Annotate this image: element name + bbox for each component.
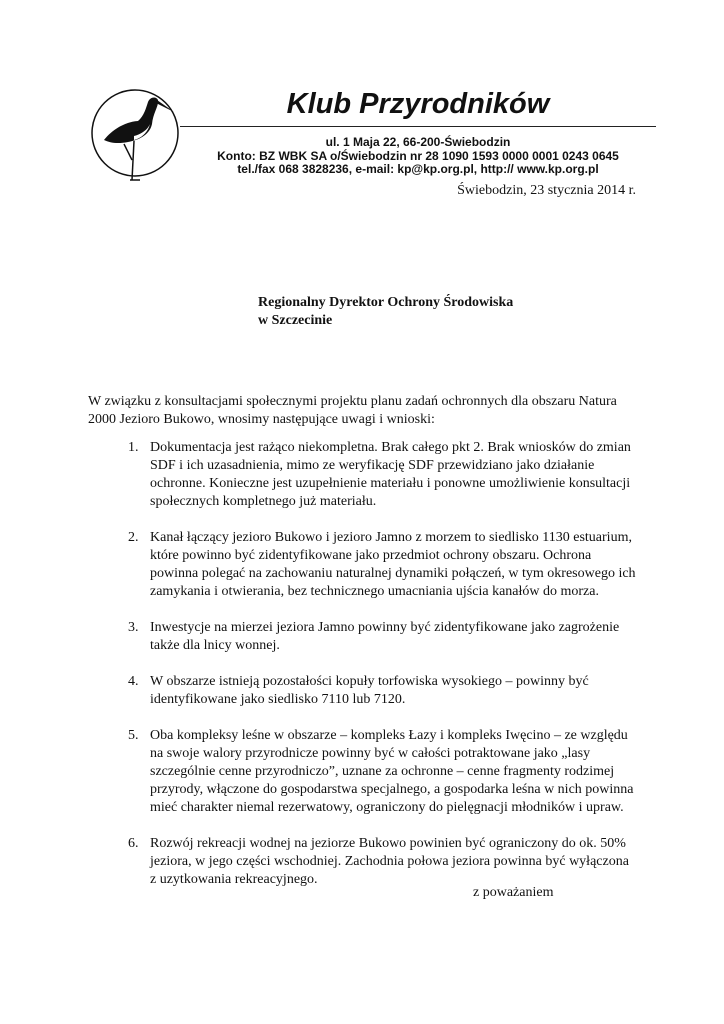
logo bbox=[90, 88, 180, 184]
item-number: 5. bbox=[128, 728, 139, 743]
item-line: społecznych kompletnego już materiału. bbox=[150, 494, 377, 509]
contact-info: tel./fax 068 3828236, e-mail: kp@kp.org.pl, http:// www.kp.org.pl bbox=[237, 162, 599, 176]
list-item bbox=[88, 727, 648, 817]
item-line: Inwestycje na mierzei jeziora Jamno powinny być zidentyfikowane jako zagrożenie bbox=[150, 620, 620, 635]
item-number: 2. bbox=[128, 530, 139, 545]
intro-line: W związku z konsultacjami społecznymi projektu planu zadań ochronnych dla obszaru Natura bbox=[88, 394, 617, 409]
item-line: z uzytkowania rekreacyjnego. bbox=[150, 872, 318, 887]
list-item bbox=[88, 439, 648, 511]
list-item bbox=[88, 619, 648, 655]
item-line: mieć charakter niemal rezerwatowy, ograniczony do pielęgnacji młodników i upraw. bbox=[150, 800, 624, 815]
list-item bbox=[88, 835, 648, 889]
item-line: Rozwój rekreacji wodnej na jeziorze Bukowo powinien być ograniczony do ok. 50% bbox=[150, 836, 626, 851]
item-line: Kanał łączący jezioro Bukowo i jezioro Jamno z morzem to siedlisko 1130 estuarium, bbox=[150, 530, 632, 545]
list-item bbox=[88, 529, 648, 601]
item-line: W obszarze istnieją pozostałości kopuły torfowiska wysokiego – powinny być bbox=[150, 674, 589, 689]
date-line: Świebodzin, 23 stycznia 2014 r. bbox=[457, 183, 636, 198]
org-address: ul. 1 Maja 22, 66-200-Świebodzin bbox=[325, 135, 511, 149]
item-line: na swoje walory przyrodnicze powinny być w całości potraktowane jako „lasy bbox=[150, 746, 591, 761]
item-line: powinna polegać na zachowaniu naturalnej dynamiki połączeń, w tym okresowego ich bbox=[150, 566, 636, 581]
org-name: Klub Przyrodników bbox=[286, 88, 550, 120]
remarks-list bbox=[88, 439, 648, 907]
item-number: 6. bbox=[128, 836, 139, 851]
closing-salutation: z poważaniem bbox=[473, 885, 554, 900]
list-item bbox=[88, 673, 648, 709]
item-line: SDF i ich uzasadnienia, mimo ze weryfikację SDF przewidziano jako działanie bbox=[150, 458, 595, 473]
item-line: ochronne. Konieczne jest uzupełnienie materiału i ponowne umożliwienie konsultacji bbox=[150, 476, 631, 491]
addressee-line: Regionalny Dyrektor Ochrony Środowiska bbox=[258, 295, 514, 310]
item-line: Dokumentacja jest rażąco niekompletna. Brak całego pkt 2. Brak wniosków do zmian bbox=[150, 440, 631, 455]
item-line: identyfikowane jako siedlisko 7110 lub 7120. bbox=[150, 692, 406, 707]
intro-paragraph bbox=[88, 393, 648, 429]
item-line: szczególnie cenne przyrodniczo”, uznane za ochronne – cenne fragmenty rodzimej bbox=[150, 764, 615, 779]
addressee bbox=[258, 294, 513, 330]
item-number: 4. bbox=[128, 674, 139, 689]
item-line: zamykania i otwierania, bez technicznego umacniania ujścia kanałów do morza. bbox=[150, 584, 599, 599]
item-line: które powinno być zidentyfikowane jako przedmiot ochrony obszaru. Ochrona bbox=[150, 548, 592, 563]
intro-line: 2000 Jezioro Bukowo, wnosimy następujące uwagi i wnioski: bbox=[88, 412, 435, 427]
item-number: 1. bbox=[128, 440, 139, 455]
item-number: 3. bbox=[128, 620, 139, 635]
item-line: także dla lnicy wonnej. bbox=[150, 638, 280, 653]
item-line: przyrody, włączone do gospodarstwa specjalnego, a gospodarka leśna w nich powinna bbox=[150, 782, 634, 797]
item-line: Oba kompleksy leśne w obszarze – kompleks Łazy i kompleks Iwęcino – ze względu bbox=[150, 728, 628, 743]
stork-icon bbox=[90, 88, 180, 184]
bank-account: Konto: BZ WBK SA o/Świebodzin nr 28 1090 1593 0000 0001 0243 0645 bbox=[217, 149, 619, 163]
header-rule bbox=[180, 126, 656, 127]
item-line: jeziora, w jego części wschodniej. Zachodnia połowa jeziora powinna być wyłączona bbox=[150, 854, 629, 869]
addressee-line: w Szczecinie bbox=[258, 313, 333, 328]
